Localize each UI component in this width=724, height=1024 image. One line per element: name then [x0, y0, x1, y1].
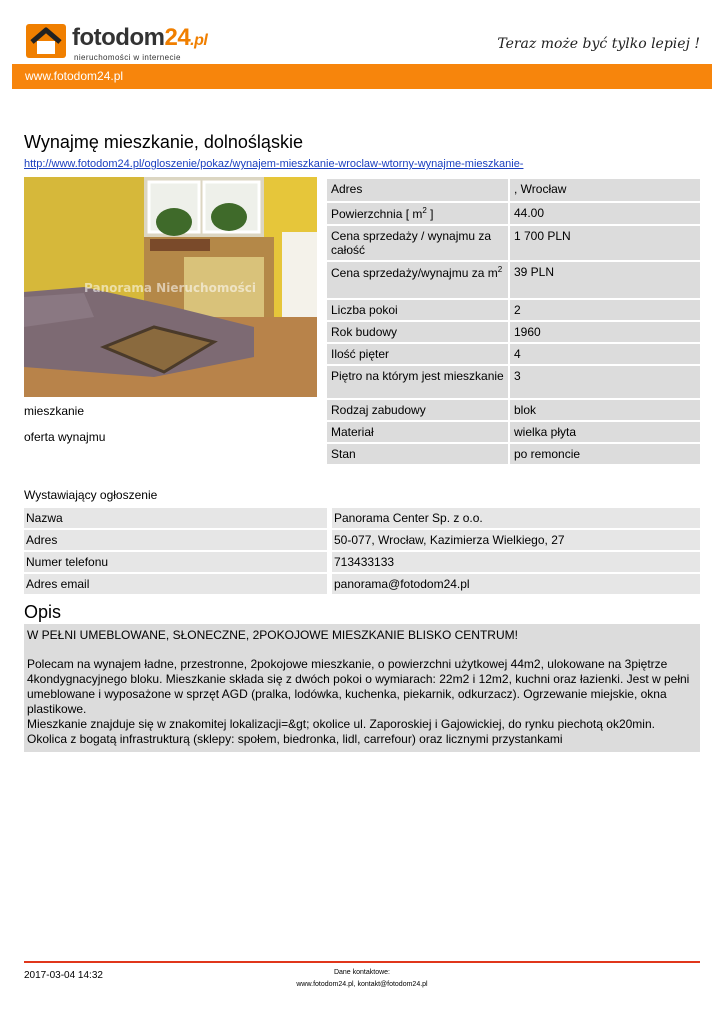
property-value: , Wrocław: [510, 179, 700, 201]
site-link[interactable]: www.fotodom24.pl: [25, 69, 124, 83]
house-logo-icon: [24, 22, 68, 60]
property-value: 39 PLN: [510, 262, 700, 298]
table-row: [327, 262, 700, 298]
seller-key: Numer telefonu: [24, 552, 332, 572]
table-row: [327, 400, 700, 420]
property-key: Rok budowy: [327, 322, 510, 342]
listing-title: Wynajmę mieszkanie, dolnośląskie: [24, 132, 303, 152]
listing-url[interactable]: http://www.fotodom24.pl/ogloszenie/pokaz/wynajem-mieszkanie-wroclaw-wtorny-wynajme-mieszkanie-: [24, 158, 524, 170]
property-key: Powierzchnia [ $m^2$ ]: [327, 203, 510, 224]
property-type-label: mieszkanie: [24, 404, 85, 418]
table-row: [327, 322, 700, 342]
seller-key: Nazwa: [24, 508, 332, 528]
description-location: Mieszkanie znajduje się w znakomitej lokalizacji=&gt; okolice ul. Zaporoskiej i Gajowickiej, do rynku piechotą ok20min. Okolica z bogatą infrastrukturą (sklepy: społem, biedronka, lidl, carrefour) oraz licznymi przystankami: [27, 717, 655, 746]
table-row: [327, 422, 700, 442]
table-row: [327, 344, 700, 364]
slogan: Teraz może być tylko lepiej !: [497, 36, 700, 52]
property-key: Piętro na którym jest mieszkanie: [327, 366, 510, 398]
property-key: Cena sprzedaży/wynajmu za $m^2$: [327, 262, 510, 298]
table-row: [327, 203, 700, 224]
table-row: [24, 574, 700, 594]
footer-contact-value: www.fotodom24.pl, kontakt@fotodom24.pl: [296, 981, 428, 988]
footer-contact: [0, 967, 724, 991]
property-value: wielka płyta: [510, 422, 700, 442]
fotodom24-logo[interactable]: [24, 22, 208, 62]
property-value: 4: [510, 344, 700, 364]
paragraph-gap: [27, 643, 697, 657]
property-value: 44.00: [510, 203, 700, 224]
description-body: Polecam na wynajem ładne, przestronne, 2pokojowe mieszkanie, o powierzchni użytkowej 44m2, ulokowane na 3piętrze 4kondygnacyjnego bloku. Mieszkanie składa się z dwóch pokoi o wymiarach: 22m2 i 12m2, kuchni oraz łazienki. Jest w pełni umeblowane i wyposażone w sprzęt AGD (pralka, lodówka, kuchenka, piekarnik, odkurzacz). Ogrzewanie miejskie, okna plastikowe.: [27, 657, 690, 716]
footer-divider: [24, 961, 700, 963]
seller-value: Panorama Center Sp. z o.o.: [332, 508, 700, 528]
footer-contact-label: Dane kontaktowe:: [333, 969, 391, 976]
property-value: 1 700 PLN: [510, 226, 700, 260]
property-value: 3: [510, 366, 700, 398]
property-value: po remoncie: [510, 444, 700, 464]
table-row: [24, 508, 700, 528]
property-value: 1960: [510, 322, 700, 342]
apartment-photo: [24, 177, 317, 397]
table-row: [327, 226, 700, 260]
header: [0, 0, 724, 64]
property-value: 2: [510, 300, 700, 320]
property-key: Ilość pięter: [327, 344, 510, 364]
seller-section-label: Wystawiający ogłoszenie: [24, 488, 158, 502]
site-bar: [12, 64, 712, 89]
property-key: Adres: [327, 179, 510, 201]
property-key: Materiał: [327, 422, 510, 442]
seller-table: [24, 506, 700, 596]
seller-value: 50-077, Wrocław, Kazimierza Wielkiego, 27: [332, 530, 700, 550]
table-row: [327, 300, 700, 320]
description-title: Opis: [24, 602, 62, 622]
description-headline: W PEŁNI UMEBLOWANE, SŁONECZNE, 2POKOJOWE MIESZKANIE BLISKO CENTRUM!: [27, 628, 518, 642]
offer-type-label: oferta wynajmu: [24, 430, 106, 444]
table-row: [327, 444, 700, 464]
seller-value: panorama@fotodom24.pl: [332, 574, 700, 594]
table-row: [24, 552, 700, 572]
seller-key: Adres email: [24, 574, 332, 594]
seller-key: Adres: [24, 530, 332, 550]
table-row: [327, 179, 700, 201]
photo-watermark: Panorama Nieruchomości: [84, 281, 256, 295]
property-key: Cena sprzedaży / wynajmu za całość: [327, 226, 510, 260]
seller-value: 713433133: [332, 552, 700, 572]
property-details-table: [327, 177, 700, 466]
table-row: [327, 366, 700, 398]
footer-date: 2017-03-04 14:32: [24, 970, 103, 981]
brand-tagline: nieruchomości w internecie: [74, 53, 181, 62]
brand-name: fotodom24.pl: [72, 24, 208, 51]
property-key: Rodzaj zabudowy: [327, 400, 510, 420]
property-key: Stan: [327, 444, 510, 464]
property-value: blok: [510, 400, 700, 420]
table-row: [24, 530, 700, 550]
description-box: [24, 624, 700, 752]
property-key: Liczba pokoi: [327, 300, 510, 320]
